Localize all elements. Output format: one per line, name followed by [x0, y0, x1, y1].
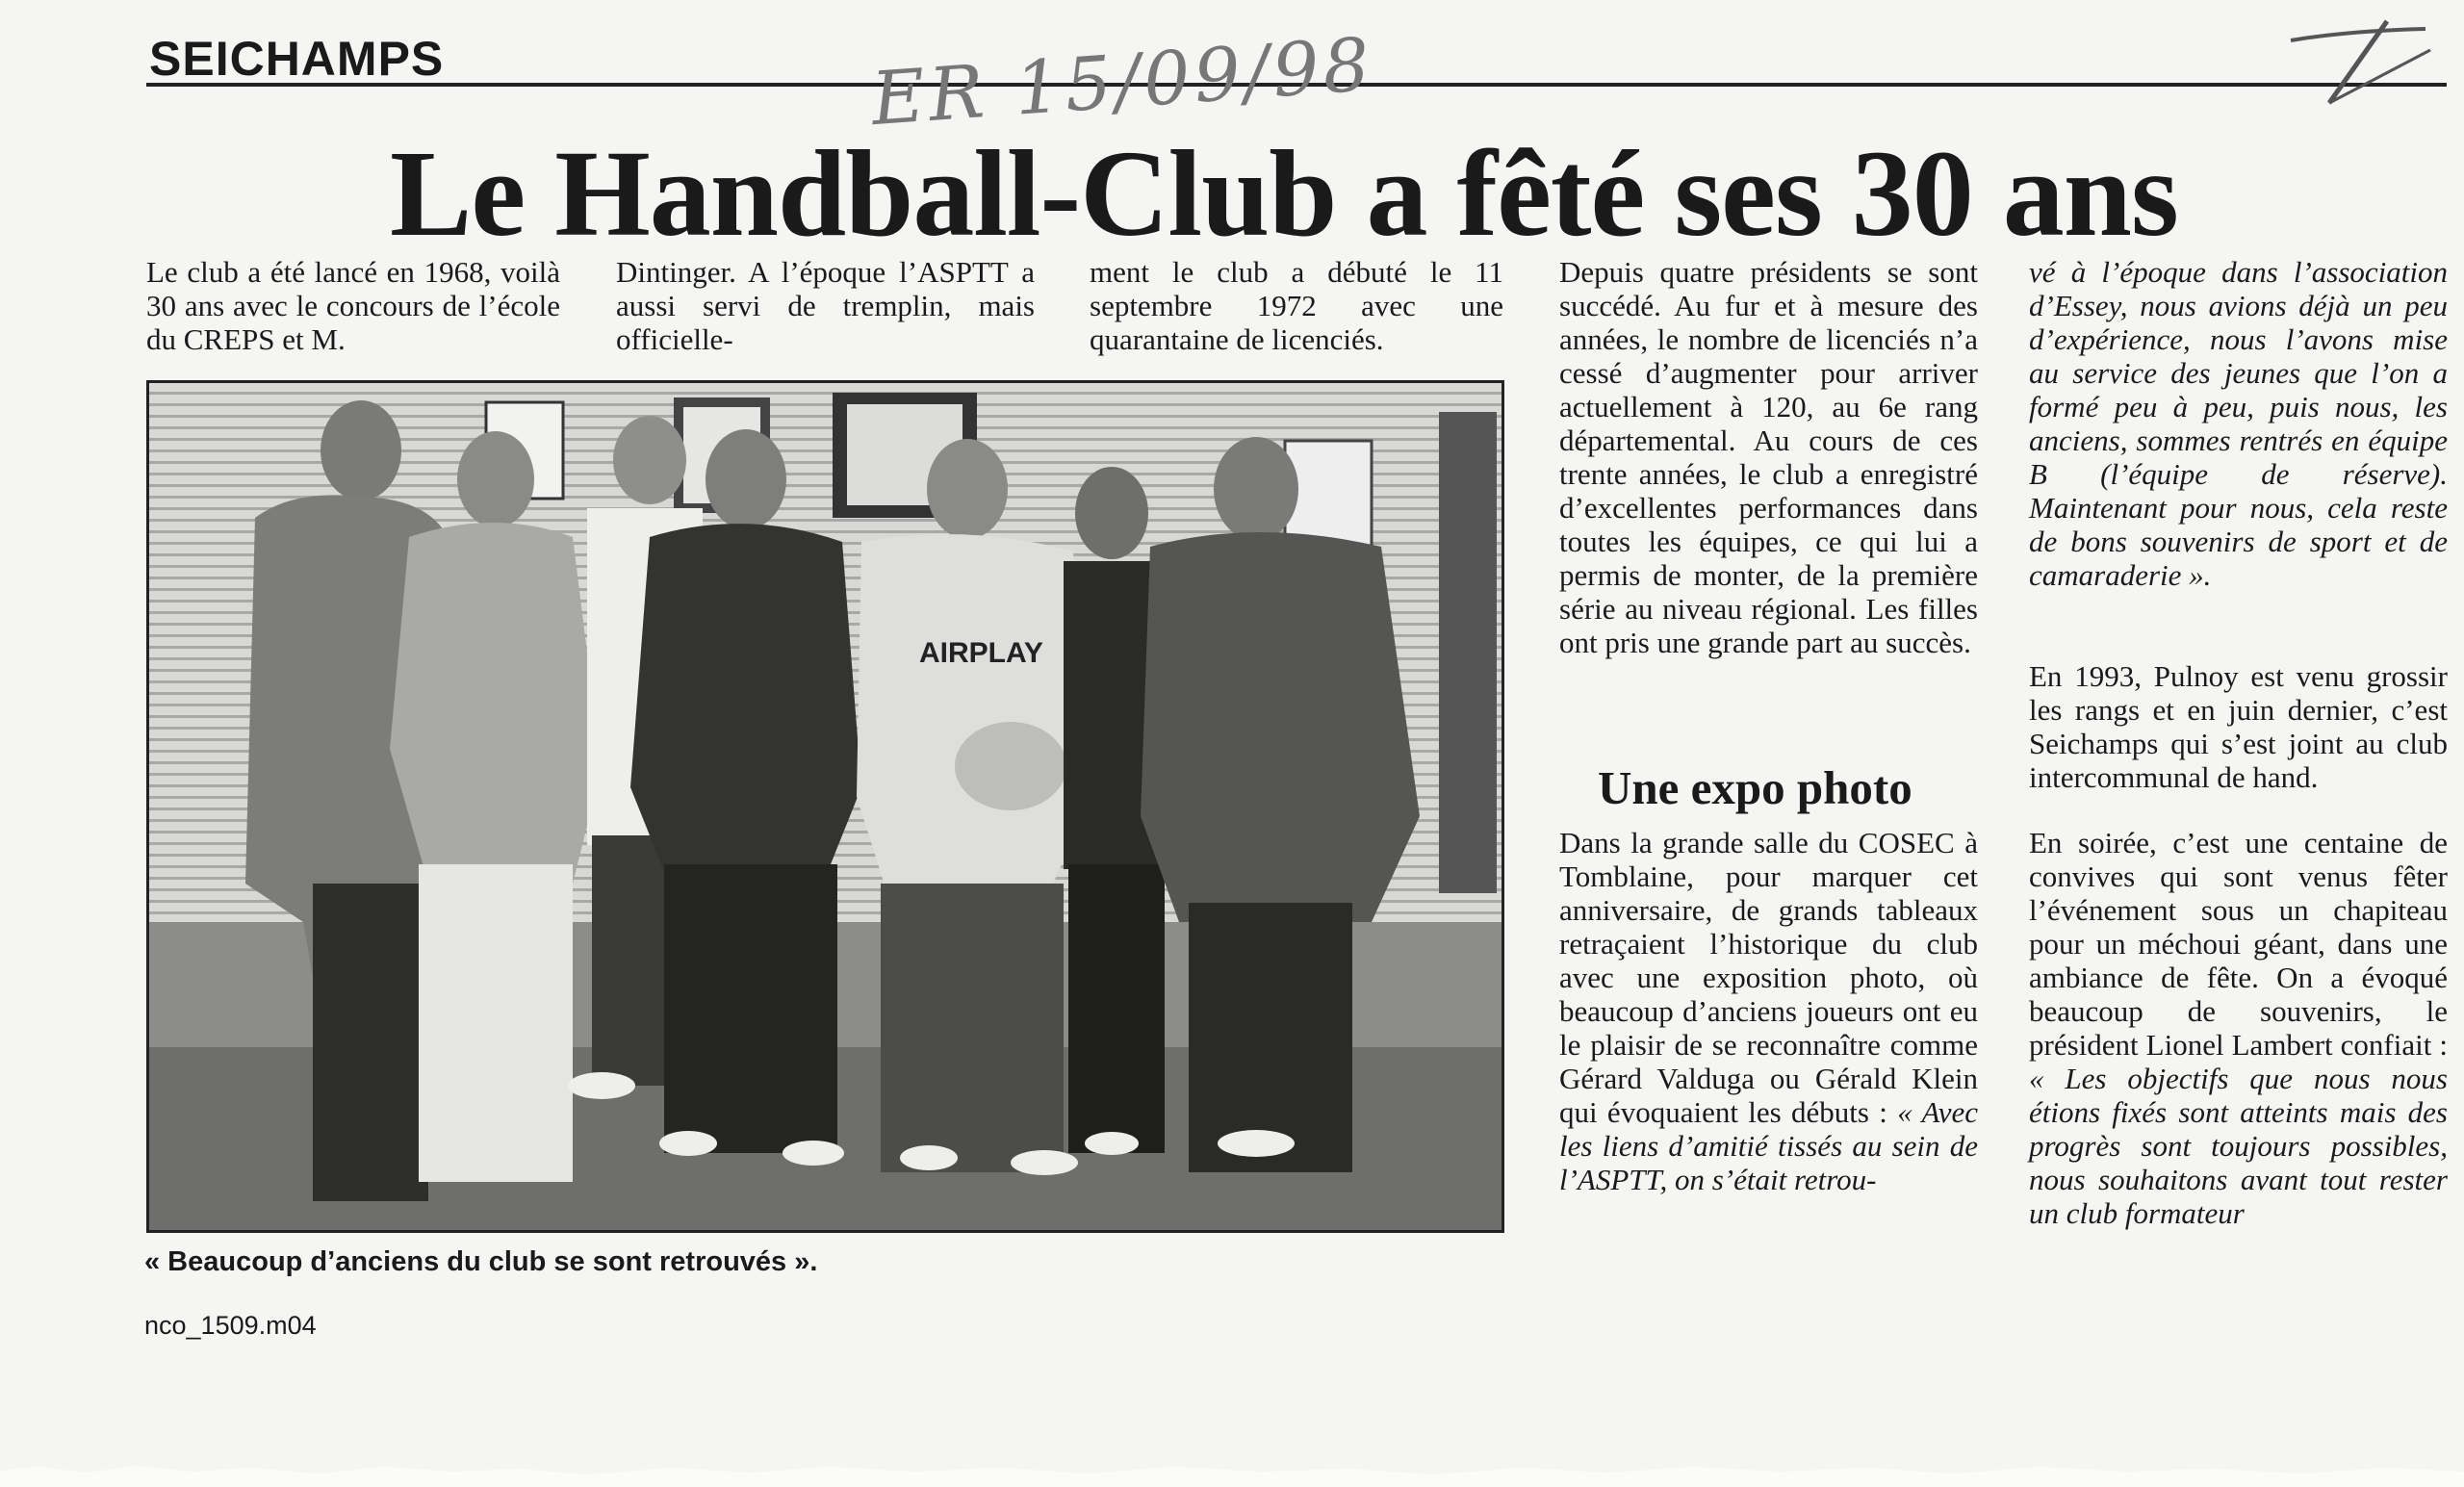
- body-column-5-closing: [2029, 826, 2448, 1230]
- body-column-4-top: Depuis quatre présidents se sont succédé. Au fur et à mesure des années, le nombre de licenciés n’a cessé d’augmenter pour arriver actuellement à 120, au 6e rang départemental. Au cours de ces trente années, le club a enregistré d’excellentes performances dans toutes les équipes, ce qui lui a permis de monter, de la première série au niveau régional. Les filles ont pris une grande part au succès.: [1559, 255, 1978, 659]
- article-headline: Le Handball-Club a fêté ses 30 ans: [390, 125, 2178, 262]
- bleed-through-top: [1502, 10, 2272, 106]
- body-column-4-bottom: [1559, 826, 1978, 1196]
- handwritten-page-mark: [2272, 12, 2445, 117]
- section-rubric: SEICHAMPS: [149, 32, 445, 86]
- body-column-4-text: Dans la grande salle du COSEC à Tomblaine, pour marquer cet anniversaire, de grands tableaux retraçaient l’historique du club avec une exposition photo, où beaucoup d’anciens joueurs ont eu le plaisir de se reconnaître comme Gérard Valduga ou Gérald Klein qui évoquaient les débuts :: [1559, 826, 1978, 1129]
- torn-page-edge: [0, 1463, 2464, 1487]
- group-photo-illustration: [149, 383, 1502, 1230]
- jersey-text: AIRPLAY: [919, 637, 1043, 669]
- handwritten-date-note: ER 15/09/98: [868, 20, 1376, 142]
- body-column-2: Dintinger. A l’époque l’ASPTT a aussi servi de tremplin, mais officielle-: [616, 255, 1035, 356]
- photo-caption: « Beaucoup d’anciens du club se sont retrouvés ».: [144, 1246, 818, 1277]
- body-column-5-paragraph: En 1993, Pulnoy est venu grossir les rangs et en juin dernier, c’est Seichamps qui s’est joint au club intercommunal de hand.: [2029, 659, 2448, 794]
- body-column-5-text: En soirée, c’est une centaine de convives qui sont venus fêter l’événement sous un chapiteau pour un méchoui géant, dans une ambiance de fête. On a évoqué beaucoup de souvenirs, le président Lionel Lambert confiait :: [2029, 826, 2448, 1062]
- file-reference: nco_1509.m04: [144, 1311, 317, 1340]
- body-column-5-closing-quote: « Les objectifs que nous nous étions fixés sont atteints mais des progrès sont toujours possibles, nous souhaitons avant tout rester un club formateur: [2029, 1062, 2448, 1230]
- group-photo: [146, 380, 1504, 1233]
- bleed-through-left: [19, 96, 135, 1203]
- body-column-3: ment le club a débuté le 11 septembre 1972 avec une quarantaine de licenciés.: [1090, 255, 1503, 356]
- article-subhead: Une expo photo: [1598, 761, 1912, 814]
- body-column-4-quote: « Avec les liens d’amitié tissés au sein de l’ASPTT, on s’était retrou-: [1559, 1095, 1979, 1196]
- body-column-1: Le club a été lancé en 1968, voilà 30 ans avec le concours de l’école du CREPS et M.: [146, 255, 560, 356]
- body-column-5-quote: vé à l’époque dans l’association d’Essey, nous avions déjà un peu d’expérience, nous l’avons mise au service des jeunes que l’on a formé peu à peu, puis nous, les anciens, sommes rentrés en équipe B (l’équipe de réserve). Maintenant pour nous, cela reste de bons souvenirs de sport et de camaraderie ».: [2029, 255, 2448, 592]
